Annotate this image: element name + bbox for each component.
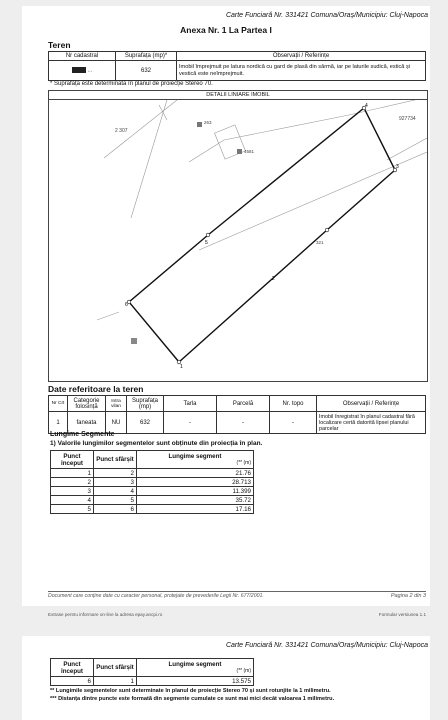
teren-suprafata: 632 bbox=[116, 61, 177, 81]
segments-body bbox=[51, 469, 254, 514]
date-col-nr: Nr Crt bbox=[49, 396, 68, 412]
date-col-topo: Nr. topo bbox=[270, 396, 317, 412]
segment-end: 1 bbox=[94, 677, 137, 686]
segment-len: 13.575 bbox=[137, 677, 254, 686]
date-nr: 1 bbox=[49, 412, 68, 434]
segment-len: 21.76 bbox=[137, 469, 254, 478]
page2-header: Carte Funciară Nr. 331421 Comuna/Oraș/Municipiu: Cluj-Napoca bbox=[225, 642, 428, 649]
segment-end: 3 bbox=[94, 478, 137, 487]
point-label-5: 5 bbox=[205, 240, 208, 246]
segment-start: 6 bbox=[51, 677, 94, 686]
segment-end: 2 bbox=[94, 469, 137, 478]
page-header: Carte Funciară Nr. 331421 Comuna/Oraș/Municipiu: Cluj-Napoca bbox=[225, 12, 428, 19]
seg2-col-end: Punct sfârșit bbox=[94, 659, 137, 677]
point-label-4: 4 bbox=[365, 103, 368, 109]
footer-version: Formular versiunea 1.1 bbox=[378, 612, 426, 617]
date-col-tarla: Tarla bbox=[164, 396, 217, 412]
plan-drawing bbox=[49, 100, 427, 380]
point-label-1: 1 bbox=[180, 364, 183, 370]
point-label-6: 6 bbox=[125, 302, 128, 308]
point-label-2: 2 bbox=[272, 276, 275, 282]
seg2-col-length: Lungime segment (** (m) bbox=[137, 659, 254, 677]
redacted-block bbox=[72, 67, 86, 73]
plan-title: DETALII LINIARE IMOBIL bbox=[49, 91, 427, 100]
segment-start: 3 bbox=[51, 487, 94, 496]
footer-url: Extrase pentru informare on-line la adresa epay.ancpi.ro bbox=[48, 612, 163, 617]
marker-4581 bbox=[237, 149, 242, 154]
date-intravilan: NU bbox=[106, 412, 127, 434]
segment-len: 11.399 bbox=[137, 487, 254, 496]
marker-parcel bbox=[131, 338, 137, 344]
segments-table bbox=[50, 450, 254, 514]
date-observatii: Imobil înregistrat în planul cadastral fără localizare certă datorită lipsei planului parcelar bbox=[317, 412, 426, 434]
segment-len: 28.713 bbox=[137, 478, 254, 487]
label-4581: 4581 bbox=[244, 149, 255, 154]
date-teren-title: Date referitoare la teren bbox=[48, 384, 144, 394]
segment-start: 2 bbox=[51, 478, 94, 487]
segment-row bbox=[51, 505, 254, 514]
teren-observatii: Imobil împrejmuit pe latura nordică cu gard de plasă din sârmă, iar pe laturile sudică, estică și vestică este neîmprejmuit. bbox=[177, 61, 426, 81]
segment-start: 5 bbox=[51, 505, 94, 514]
teren-col-nr: Nr cadastral bbox=[49, 52, 116, 61]
teren-nr-cadastral: … bbox=[49, 61, 116, 81]
footer-page-number: Pagina 2 din 3 bbox=[390, 593, 426, 599]
footer-divider bbox=[48, 591, 426, 592]
lungime-subtitle: 1) Valorile lungimilor segmentelor sunt obținute din proiecția în plan. bbox=[50, 440, 263, 447]
anexa-title: Anexa Nr. 1 La Partea I bbox=[180, 25, 272, 35]
segment-start: 4 bbox=[51, 496, 94, 505]
document-page-2 bbox=[22, 636, 430, 720]
segment-start: 1 bbox=[51, 469, 94, 478]
segment-end: 5 bbox=[94, 496, 137, 505]
footer-privacy: Document care conține date cu caracter personal, protejate de prevederile Legii Nr. 677/2001. bbox=[48, 593, 264, 599]
cadastral-plan bbox=[48, 90, 428, 382]
point-label-3: 3 bbox=[396, 164, 399, 170]
label-263: 263 bbox=[204, 120, 212, 125]
segment-row bbox=[51, 487, 254, 496]
segment-row bbox=[51, 478, 254, 487]
seg-col-start: Punct început bbox=[51, 451, 94, 469]
date-tarla: - bbox=[164, 412, 217, 434]
segment-len: 17.16 bbox=[137, 505, 254, 514]
segment-end: 6 bbox=[94, 505, 137, 514]
date-categorie: faneata bbox=[68, 412, 106, 434]
seg-col-length: Lungime segment (** (m) bbox=[137, 451, 254, 469]
date-suprafata: 632 bbox=[127, 412, 164, 434]
date-col-intravilan: Intra vilan bbox=[106, 396, 127, 412]
date-teren-table bbox=[48, 395, 426, 434]
segments-body-2 bbox=[51, 677, 254, 686]
segment-end: 4 bbox=[94, 487, 137, 496]
date-col-suprafata: Suprafața (mp) bbox=[127, 396, 164, 412]
document-page-1 bbox=[22, 6, 430, 617]
parcel-boundary bbox=[129, 108, 395, 362]
teren-note: * Suprafața este determinată în planul de proiecție Stereo 70. bbox=[50, 81, 213, 87]
segment-row bbox=[51, 469, 254, 478]
date-col-parcela: Parcelă bbox=[217, 396, 270, 412]
segment-row bbox=[51, 677, 254, 686]
teren-table bbox=[48, 51, 426, 81]
date-topo: - bbox=[270, 412, 317, 434]
teren-col-observatii: Observații / Referințe bbox=[177, 52, 426, 61]
lungime-title: Lungime Segmente bbox=[50, 431, 115, 438]
label-321: 321 bbox=[316, 240, 324, 245]
note-distance: *** Distanța dintre puncte este formată din segmente cumulate ce sunt mai mici decât valoarea 1 milimetru. bbox=[50, 696, 335, 702]
date-col-observatii: Observații / Referințe bbox=[317, 396, 426, 412]
seg-col-end: Punct sfârșit bbox=[94, 451, 137, 469]
segments-table-2 bbox=[50, 658, 254, 686]
label-307: 2 307 bbox=[115, 128, 128, 134]
teren-title: Teren bbox=[48, 40, 71, 50]
segment-len: 35.72 bbox=[137, 496, 254, 505]
marker-263 bbox=[197, 122, 202, 127]
date-col-categorie: Categorie folosință bbox=[68, 396, 106, 412]
label-927734: 927734 bbox=[399, 116, 416, 122]
date-parcela: - bbox=[217, 412, 270, 434]
note-rounding: ** Lungimile segmentelor sunt determinate în planul de proiecție Stereo 70 și sunt rotunjite la 1 milimetru. bbox=[50, 688, 331, 694]
segment-row bbox=[51, 496, 254, 505]
seg2-col-start: Punct început bbox=[51, 659, 94, 677]
teren-col-suprafata: Suprafața (mp)* bbox=[116, 52, 177, 61]
